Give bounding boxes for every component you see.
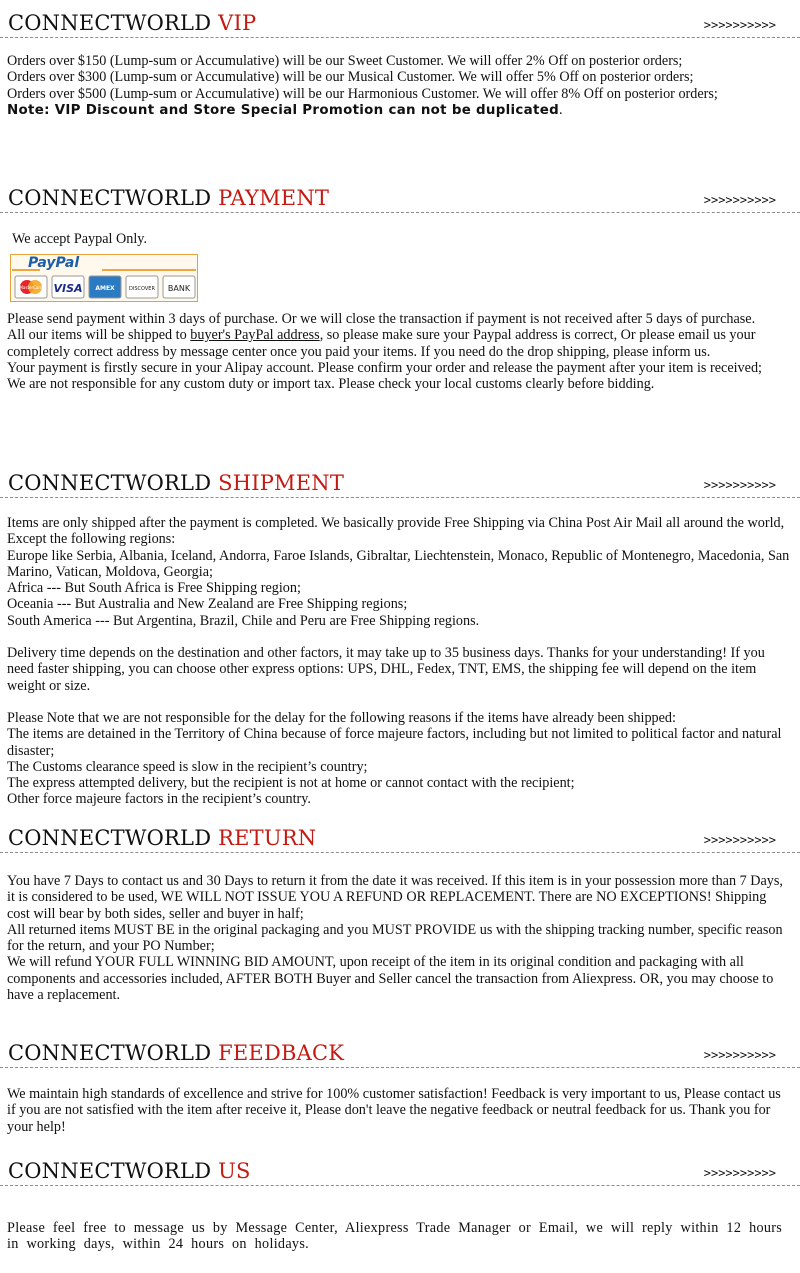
vip-line: Orders over $500 (Lump-sum or Accumulative) will be our Harmonious Customer. We will offer 8% Off on posterior orders; [7,85,718,102]
return-text [7,873,792,1003]
dashed-divider [0,852,800,853]
vip-note-end: . [558,101,563,118]
buyer-paypal-address-link[interactable]: buyer's PayPal address [190,327,320,344]
card-discover-label: DISCOVER [129,286,155,292]
paypal-logo [10,254,198,302]
section-title [8,10,256,36]
dashed-divider [0,1067,800,1068]
section-title [8,825,316,851]
section-title [8,1158,251,1184]
feedback-text: We maintain high standards of excellence and strive for 100% customer satisfaction! Feedback is very important to us, Please contact us if you are not satisfied with the item after receive it, Please don't leave the negative feedback or neutral feedback for us. Thank you for your help! [7,1086,781,1135]
brand-label: CONNECTWORLD [8,186,212,210]
shipment-line: Items are only shipped after the payment is completed. We basically provide Free Shipping via China Post Air Mail all around the world, Except the following regions: [7,515,785,548]
brand-label: CONNECTWORLD [8,1041,212,1065]
dashed-divider [0,1185,800,1186]
card-bank-label: BANK [167,284,191,293]
shipment-line: Africa --- But South Africa is Free Shipping region; [7,580,301,597]
section-title-accent: VIP [218,11,257,35]
contact-us-text: Please feel free to message us by Message Center, Aliexpress Trade Manager or Email, we will reply within 12 hours in working days, within 24 hours on holidays. [7,1220,783,1253]
section-title-accent: SHIPMENT [218,471,345,495]
dashed-divider [0,37,800,38]
card-mastercard-label: MasterCard [19,285,43,290]
arrows-decoration: >>>>>>>>>> [703,18,776,32]
payment-para-text: All our items will be shipped to [7,327,191,344]
payment-accept: We accept Paypal Only. [12,231,148,247]
return-line: You have 7 Days to contact us and 30 Days to return it from the date it was received. If this item is in your possession more than 7 Days, it is considered to be used, WE WILL NOT ISSUE YOU A REFUND OR REPLACEMENT. There are NO EXCEPTIONS! Shipping cost will bear by both sides, seller and buyer in half; [7,873,783,922]
vip-note [7,102,792,119]
arrows-decoration: >>>>>>>>>> [703,1166,776,1180]
return-line: We will refund YOUR FULL WINNING BID AMOUNT, upon receipt of the item in its original condition and packaging with all components and accessories included, AFTER BOTH Buyer and Seller cancel the transaction from Aliexpress. OR, you may choose to have a replacement. [7,954,774,1004]
arrows-decoration: >>>>>>>>>> [703,478,776,492]
arrows-decoration: >>>>>>>>>> [703,833,776,847]
section-header-feedback [0,1040,800,1068]
dashed-divider [0,497,800,498]
vip-note-bold: Note: VIP Discount and Store Special Promotion can not be duplicated [7,102,559,118]
shipment-line: Please Note that we are not responsible for the delay for the following reasons if the items have already been shipped: [7,709,676,726]
brand-label: CONNECTWORLD [8,1159,212,1183]
payment-para: Your payment is firstly secure in your Alipay account. Please confirm your order and release the payment after your item is received; [7,359,762,376]
section-title-accent: RETURN [218,826,317,850]
shipment-delivery-text: Delivery time depends on the destination and other factors, it may take up to 35 business days. Thanks for your understanding! If you need faster shipping, you can choose other express options: UPS, DHL, Fedex, TNT, EMS, the shipping fee will depend on the item weight or size. [7,645,765,694]
vip-line: Orders over $150 (Lump-sum or Accumulative) will be our Sweet Customer. We will offer 2% Off on posterior orders; [7,53,683,69]
shipment-line: Oceania --- But Australia and New Zealand are Free Shipping regions; [7,596,408,613]
section-title [8,185,329,211]
card-visa-label: VISA [53,282,83,295]
section-title-accent: FEEDBACK [218,1041,345,1065]
payment-para: Please send payment within 3 days of purchase. Or we will close the transaction if payment is not received after 5 days of purchase. [7,311,756,327]
shipment-line: The express attempted delivery, but the recipient is not at home or cannot contact with the recipient; [7,775,575,792]
vip-text [7,53,792,119]
paypal-logo-text: PayPal [28,255,80,271]
section-header-return [0,825,800,853]
shipment-line: The items are detained in the Territory of China because of force majeure factors, including but not limited to political factor and natural disaster; [7,726,782,759]
section-header-shipment [0,470,800,498]
section-title [8,470,344,496]
shipment-text [7,515,792,808]
shipment-line: Other force majeure factors in the recipient’s country. [7,791,311,808]
shipment-line: South America --- But Argentina, Brazil, Chile and Peru are Free Shipping regions. [7,612,480,629]
section-header-payment [0,185,800,213]
payment-para-address [7,327,792,360]
brand-label: CONNECTWORLD [8,11,212,35]
payment-text [7,311,792,392]
card-amex-label: AMEX [95,285,115,292]
section-title [8,1040,344,1066]
dashed-divider [0,212,800,213]
vip-line: Orders over $300 (Lump-sum or Accumulative) will be our Musical Customer. We will offer 5% Off on posterior orders; [7,69,694,86]
section-title-accent: PAYMENT [218,186,330,210]
return-line: All returned items MUST BE in the original packaging and you MUST PROVIDE us with the shipping tracking number, specific reason for the return, and your PO Number; [7,921,783,955]
section-header-us [0,1158,800,1186]
brand-label: CONNECTWORLD [8,471,212,495]
section-header-vip [0,10,800,38]
brand-label: CONNECTWORLD [8,826,212,850]
section-title-accent: US [218,1159,251,1183]
shipment-line: The Customs clearance speed is slow in the recipient’s country; [7,758,368,775]
arrows-decoration: >>>>>>>>>> [703,1048,776,1062]
shipment-line: Europe like Serbia, Albania, Iceland, Andorra, Faroe Islands, Gibraltar, Liechtenstein, Monaco, Republic of Montenegro, Macedonia, San Marino, Vatican, Moldova, Georgia; [7,547,790,580]
payment-para: We are not responsible for any custom duty or import tax. Please check your local customs clearly before bidding. [7,376,655,393]
payment-para-text: , so please make sure your Paypal address is correct, Or please email us your completely correct address by message center once you paid your items. If you need do the drop shipping, please inform us. [7,327,756,360]
arrows-decoration: >>>>>>>>>> [703,193,776,207]
